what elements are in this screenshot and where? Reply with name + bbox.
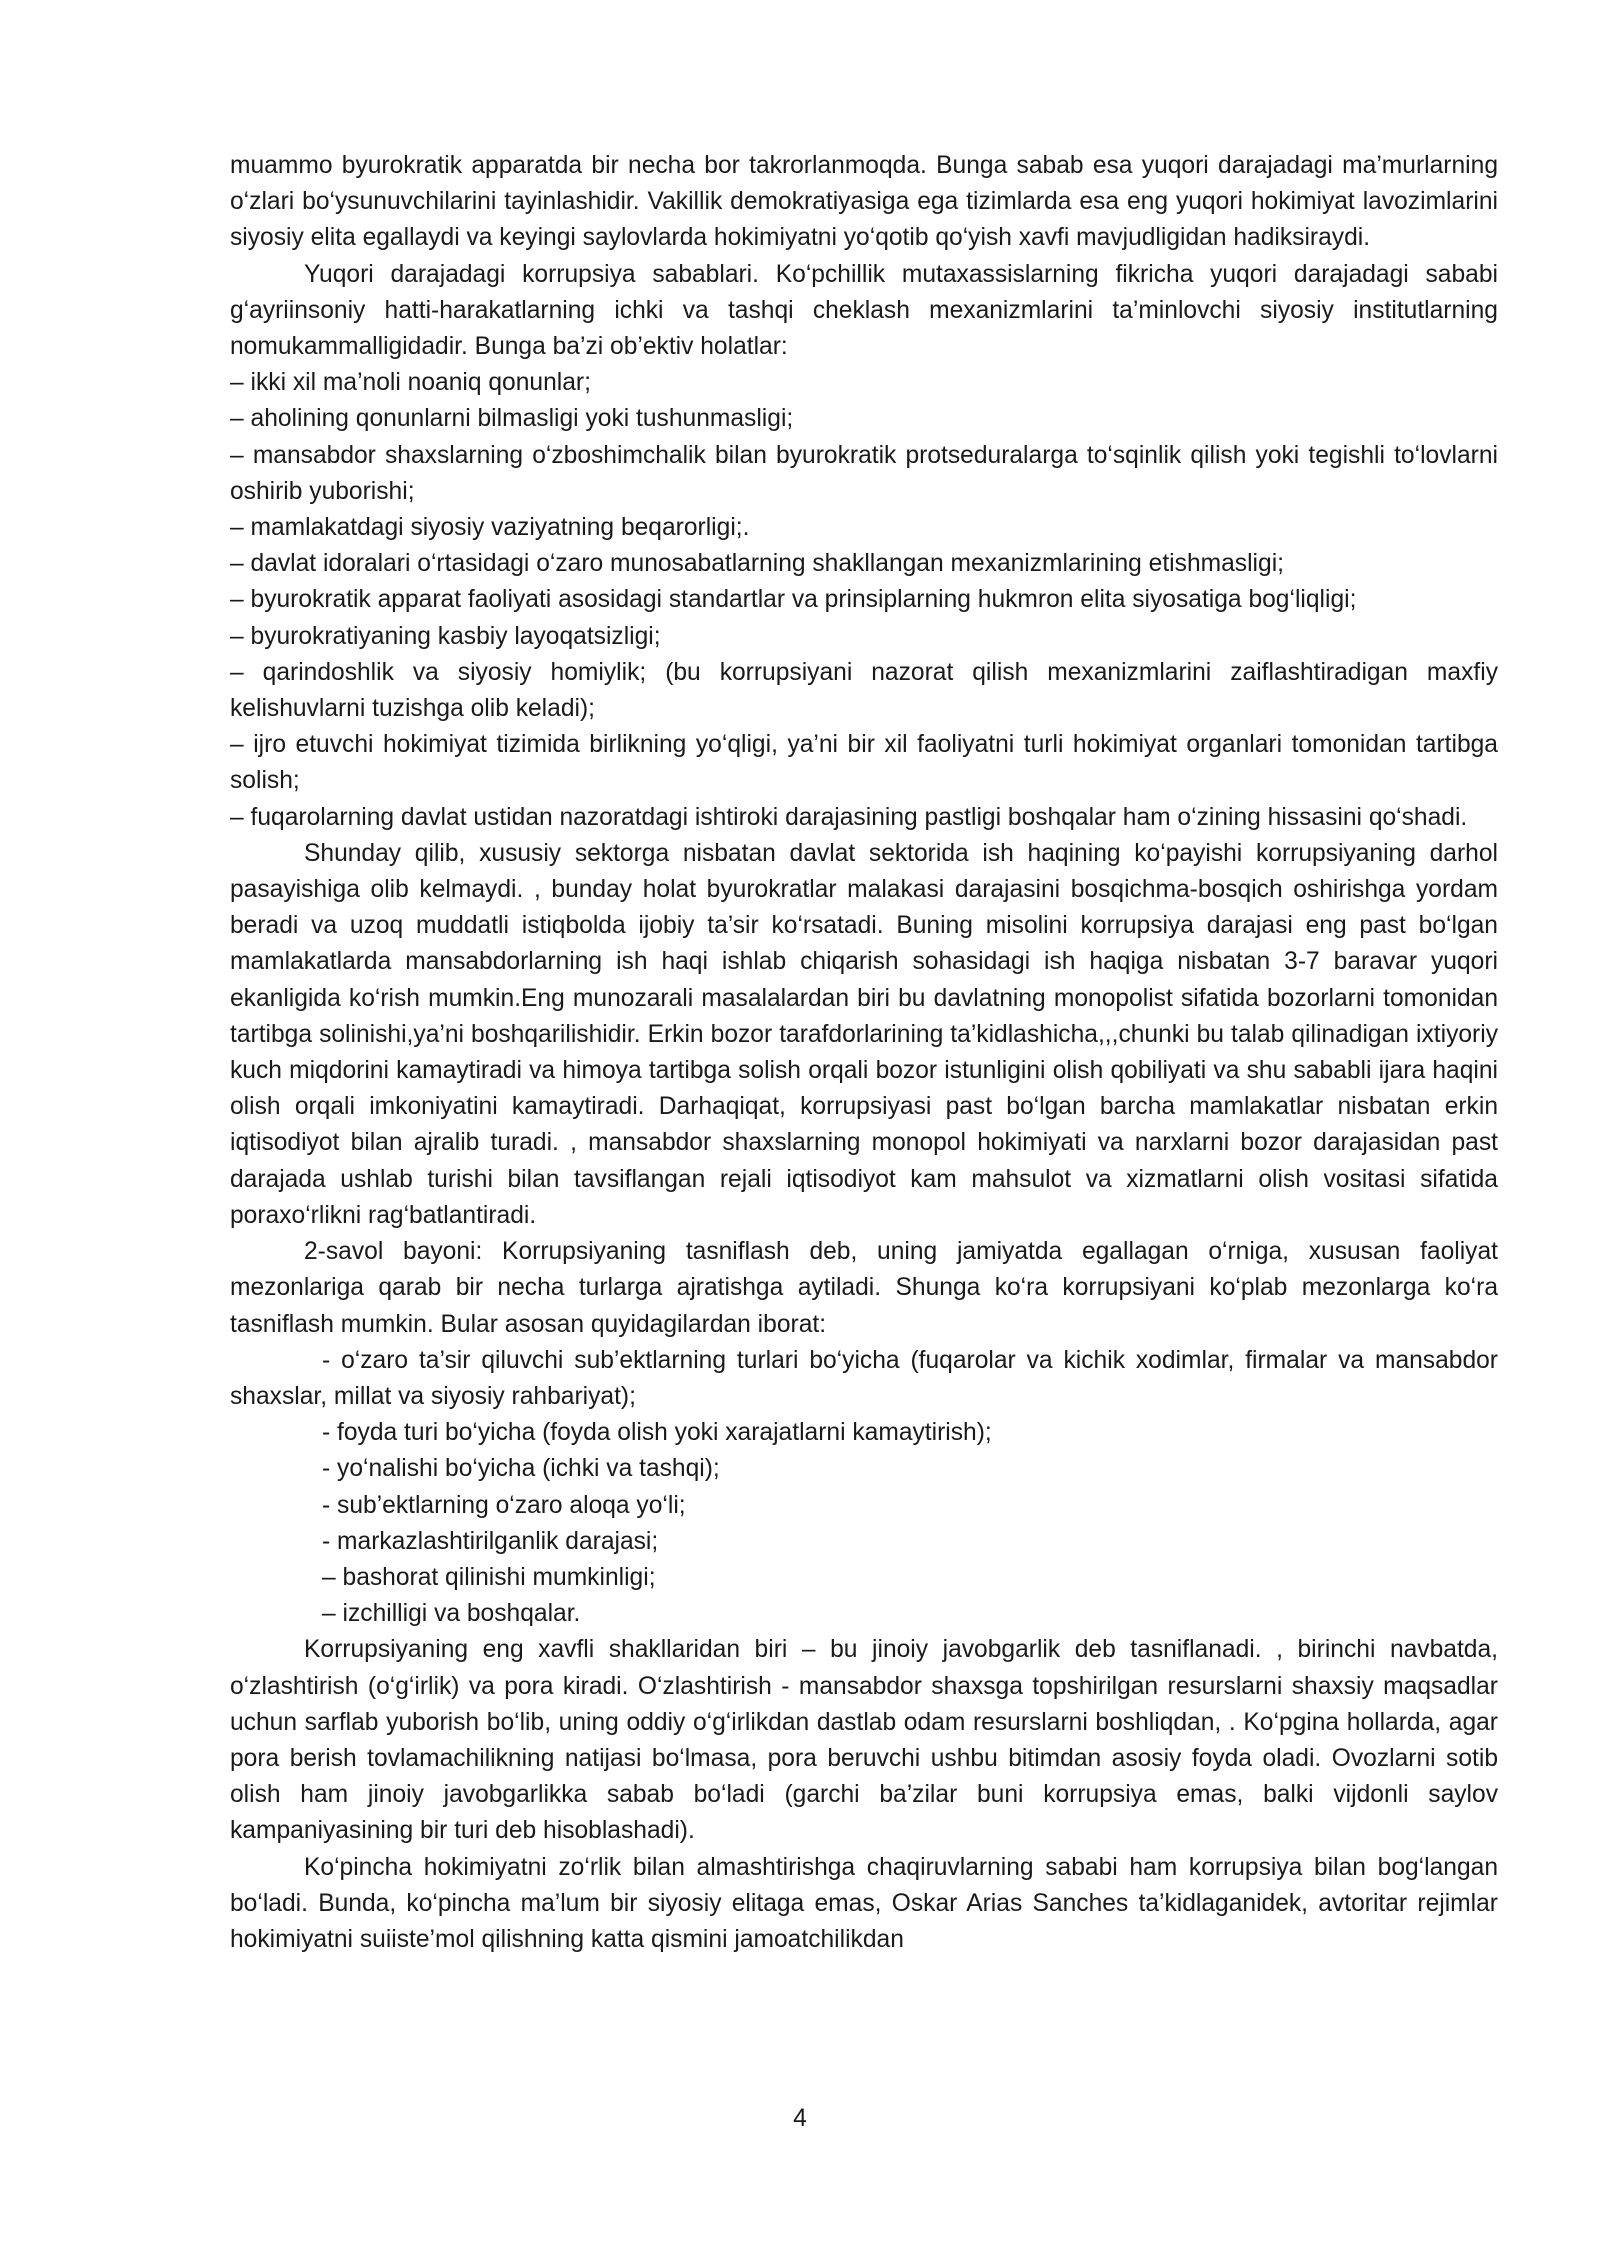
list-item: - o‘zaro ta’sir qiluvchi sub’ektlarning turlari bo‘yicha (fuqarolar va kichik xodimlar, firmalar va mansabdor shaxslar, millat va siyosiy rahbariyat);	[230, 1346, 1498, 1410]
list-item: – fuqarolarning davlat ustidan nazoratdagi ishtiroki darajasining pastligi boshqalar ham o‘zining hissasini qo‘shadi.	[230, 803, 1468, 831]
document-body	[230, 148, 1498, 1958]
list-item: – ikki xil ma’noli noaniq qonunlar;	[230, 369, 591, 397]
list-item: - sub’ektlarning o‘zaro aloqa yo‘li;	[322, 1491, 686, 1519]
list-item: - foyda turi bo‘yicha (foyda olish yoki xarajatlarni kamaytirish);	[322, 1419, 992, 1447]
document-page	[230, 148, 1498, 1958]
body-paragraph: Ko‘pincha hokimiyatni zo‘rlik bilan almashtirishga chaqiruvlarning sababi ham korrupsiya bilan bog‘langan bo‘ladi. Bunda, ko‘pincha ma’lum bir siyosiy elitaga emas, Oskar Arias Sanches ta’kidlaganidek, avtoritar rejimlar hokimiyatni suiiste’mol qilishning katta qismini jamoatchilikdan	[230, 1853, 1498, 1953]
list-item: – izchilligi va boshqalar.	[322, 1600, 581, 1628]
list-item: – aholining qonunlarni bilmasligi yoki tushunmasligi;	[230, 405, 794, 433]
list-item: – bashorat qilinishi mumkinligi;	[322, 1563, 656, 1591]
body-paragraph: muammo byurokratik apparatda bir necha bor takrorlanmoqda. Bunga sabab esa yuqori darajadagi ma’murlarning o‘zlari bo‘ysunuvchilarini tayinlashidir. Vakillik demokratiyasiga ega tizimlarda esa eng yuqori hokimiyat lavozimlarini siyosiy elita egallaydi va keyingi saylovlarda hokimiyatni yo‘qotib qo‘yish xavfi mavjudligidan hadiksiraydi.	[230, 152, 1498, 252]
body-paragraph: Yuqori darajadagi korrupsiya sabablari. Ko‘pchillik mutaxassislarning fikricha yuqori darajadagi sababi g‘ayriinsoniy hatti-harakatlarning ichki va tashqi cheklash mexanizmlarini ta’minlovchi siyosiy institutlarning nomukammalligidadir. Bunga ba’zi ob’ektiv holatlar:	[230, 260, 1498, 361]
list-item: – davlat idoralari o‘rtasidagi o‘zaro munosabatlarning shakllangan mexanizmlarining etishmasligi;	[230, 550, 1284, 578]
body-paragraph: 2-savol bayoni: Korrupsiyaning tasniflash deb, uning jamiyatda egallagan o‘rniga, xususan faoliyat mezonlariga qarab bir necha turlarga ajratishga aytiladi. Shunga ko‘ra korrupsiyani ko‘plab mezonlarga ko‘ra tasniflash mumkin. Bular asosan quyidagilardan iborat:	[230, 1238, 1498, 1338]
list-item: - yo‘nalishi bo‘yicha (ichki va tashqi);	[322, 1455, 720, 1483]
causes-list	[230, 365, 1498, 836]
list-item: – mansabdor shaxslarning o‘zboshimchalik bilan byurokratik protseduralarga to‘sqinlik qilish yoki tegishli to‘lovlarni oshirib yuborishi;	[230, 441, 1498, 505]
list-item: - markazlashtirilganlik darajasi;	[322, 1527, 659, 1555]
list-item: – qarindoshlik va siyosiy homiylik; (bu korrupsiyani nazorat qilish mexanizmlarini zaiflashtiradigan maxfiy kelishuvlarni tuzishga olib keladi);	[230, 658, 1498, 723]
body-paragraph: Korrupsiyaning eng xavfli shakllaridan biri – bu jinoiy javobgarlik deb tasniflanadi. , birinchi navbatda, o‘zlashtirish (o‘g‘irlik) va pora kiradi. O‘zlashtirish - mansabdor shaxsga topshirilgan resurslarni shaxsiy maqsadlar uchun sarflab yuborish bo‘lib, uning oddiy o‘g‘irlikdan dastlab odam resurslarni boshliqdan, . Ko‘pgina hollarda, agar pora berish tovlamachilikning natijasi bo‘lmasa, pora beruvchi ushbu bitimdan asosiy foyda oladi. Ovozlarni sotib olish ham jinoiy javobgarlikka sabab bo‘ladi (garchi ba’zilar buni korrupsiya emas, balki vijdonli saylov kampaniyasining bir turi deb hisoblashadi).	[230, 1636, 1498, 1845]
classification-list	[230, 1343, 1498, 1633]
body-paragraph: Shunday qilib, xususiy sektorga nisbatan davlat sektorida ish haqining ko‘payishi korrupsiyaning darhol pasayishiga olib kelmaydi. , bunday holat byurokratlar malakasi darajasini bosqichma-bosqich oshirishga yordam beradi va uzoq muddatli istiqbolda ijobiy ta’sir ko‘rsatadi. Buning misolini korrupsiya darajasi eng past bo‘lgan mamlakatlarda mansabdorlarning ish haqi ishlab chiqarish sohasidagi ish haqiga nisbatan 3-7 baravar yuqori ekanligida ko‘rish mumkin.Eng munozarali masalalardan biri bu davlatning monopolist sifatida bozorlarni tomonidan tartibga solinishi,ya’ni boshqarilishidir. Erkin bozor tarafdorlarining ta’kidlashicha,,,chunki bu talab qilinadigan ixtiyoriy kuch miqdorini kamaytiradi va himoya tartibga solish orqali bozor istunligini olish qobiliyati va shu sababli ijara haqini olish orqali imkoniyatini kamaytiradi. Darhaqiqat, korrupsiyasi past bo‘lgan barcha mamlakatlar nisbatan erkin iqtisodiyot bilan ajralib turadi. , mansabdor shaxslarning monopol hokimiyati va narxlarni bozor darajasidan past darajada ushlab turishi bilan tavsiflangan rejali iqtisodiyot kam mahsulot va xizmatlarni olish vositasi sifatida poraxo‘rlikni rag‘batlantiradi.	[230, 839, 1498, 1229]
list-item: – byurokratik apparat faoliyati asosidagi standartlar va prinsiplarning hukmron elita siyosatiga bog‘liqligi;	[230, 586, 1357, 614]
list-item: – mamlakatdagi siyosiy vaziyatning beqarorligi;.	[230, 514, 750, 542]
list-item: – byurokratiyaning kasbiy layoqatsizligi;	[230, 622, 661, 650]
list-item: – ijro etuvchi hokimiyat tizimida birlikning yo‘qligi, ya’ni bir xil faoliyatni turli hokimiyat organlari tomonidan tartibga solish;	[230, 731, 1498, 795]
page-number: 4	[793, 2105, 807, 2132]
